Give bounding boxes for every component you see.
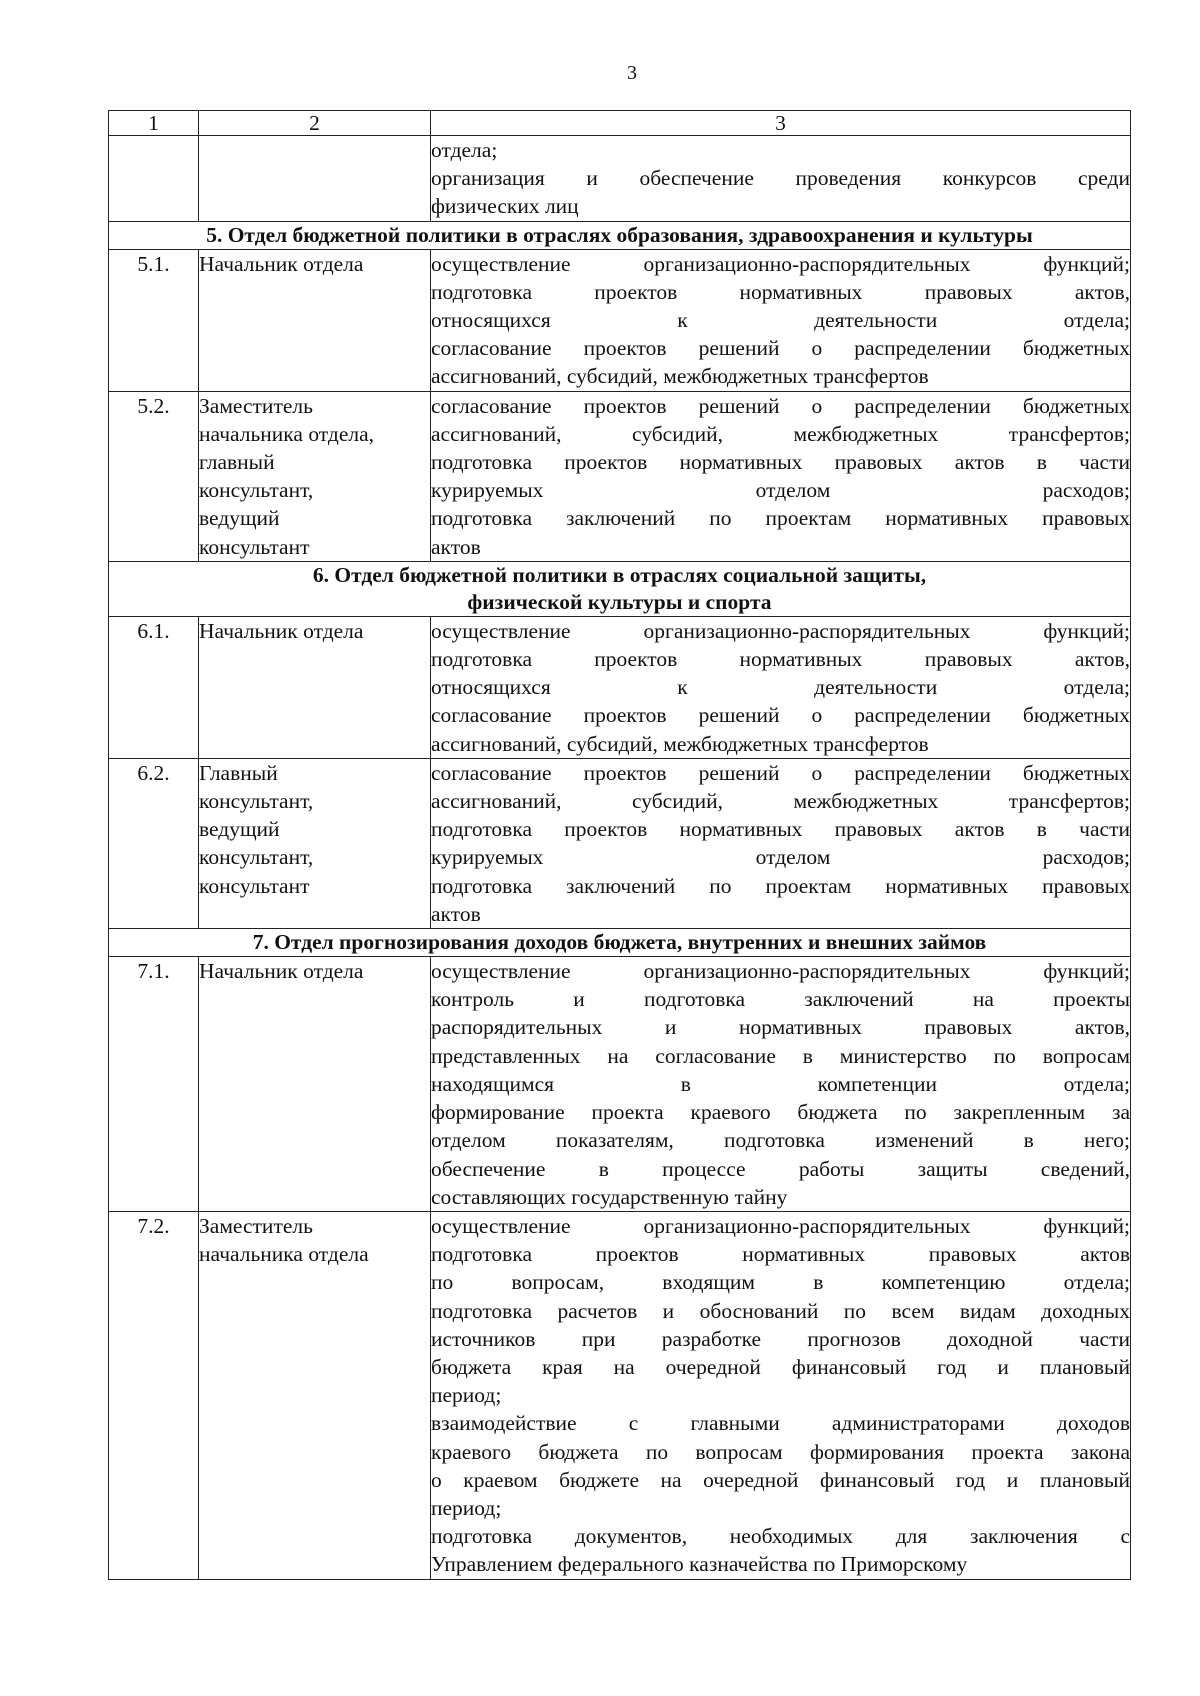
duty-line: распорядительных и нормативных правовых актов, — [431, 1015, 1130, 1040]
role-line: консультант, — [199, 789, 314, 814]
table-row — [109, 957, 1131, 1212]
row-number-cell: 7.2. — [109, 1211, 199, 1579]
duty-line: согласование проектов решений о распределении бюджетных — [431, 393, 1130, 418]
row-number-cell: 7.1. — [109, 957, 199, 1212]
duty-line: подготовка проектов нормативных правовых актов, — [431, 279, 1130, 304]
duty-line: период; — [431, 1495, 502, 1520]
section-title-line: 6. Отдел бюджетной политики в отраслях социальной защиты, — [312, 562, 927, 587]
section-title-line: 5. Отдел бюджетной политики в отраслях образования, здравоохранения и культуры — [206, 222, 1033, 247]
role-line: консультант, — [199, 478, 314, 503]
duty-line: согласование проектов решений о распределении бюджетных — [431, 703, 1130, 728]
duty-line: контроль и подготовка заключений на проекты — [431, 987, 1130, 1012]
section-title — [109, 929, 1131, 957]
duties-cell — [431, 957, 1131, 1212]
duty-line: подготовка проектов нормативных правовых актов в части — [431, 817, 1130, 842]
duty-line: обеспечение в процессе работы защиты сведений, — [431, 1156, 1130, 1181]
duty-line: согласование проектов решений о распределении бюджетных — [431, 760, 1130, 785]
functions-table-body — [109, 111, 1131, 1580]
duty-line: подготовка проектов нормативных правовых актов, — [431, 647, 1130, 672]
role-cell — [199, 758, 431, 928]
column-header-2: 2 — [199, 111, 431, 136]
duty-line: курируемых отделом расходов; — [431, 845, 1130, 870]
duty-line: актов — [431, 534, 481, 559]
section-title — [109, 221, 1131, 249]
duty-line: отделом показателям, подготовка изменений в него; — [431, 1128, 1130, 1153]
duty-line: ассигнований, субсидий, межбюджетных трансфертов; — [431, 421, 1130, 446]
section-header-row — [109, 561, 1131, 616]
duty-line: подготовка расчетов и обоснований по всем видам доходных — [431, 1298, 1130, 1323]
role-line: начальника отдела, — [199, 421, 375, 446]
column-header-3: 3 — [431, 111, 1131, 136]
role-line: консультант — [199, 534, 310, 559]
duty-line: краевого бюджета по вопросам формирования проекта закона — [431, 1439, 1130, 1464]
section-header-row — [109, 221, 1131, 249]
duty-line: относящихся к деятельности отдела; — [431, 308, 1130, 333]
role-line: Начальник отдела — [199, 251, 364, 276]
duty-line: находящимся в компетенции отдела; — [431, 1071, 1130, 1096]
duties-cell — [431, 391, 1131, 561]
duty-line: курируемых отделом расходов; — [431, 478, 1130, 503]
duty-line: Управлением федерального казначейства по Приморскому — [431, 1552, 968, 1577]
duty-line: ассигнований, субсидий, межбюджетных трансфертов — [431, 731, 929, 756]
duty-line: взаимодействие с главными администраторами доходов — [431, 1411, 1130, 1436]
table-header-row — [109, 111, 1131, 136]
duty-line: осуществление организационно-распорядительных функций; — [431, 959, 1130, 984]
duty-line: ассигнований, субсидий, межбюджетных трансфертов — [431, 364, 929, 389]
duty-line: по вопросам, входящим в компетенцию отдела; — [431, 1270, 1130, 1295]
table-row — [109, 391, 1131, 561]
duties-cell — [431, 1211, 1131, 1579]
role-line: консультант, — [199, 845, 314, 870]
row-number-cell: 6.1. — [109, 616, 199, 758]
duty-line: представленных на согласование в министерство по вопросам — [431, 1043, 1130, 1068]
duty-line: согласование проектов решений о распределении бюджетных — [431, 336, 1130, 361]
role-line: ведущий — [199, 506, 280, 531]
duty-line: осуществление организационно-распорядительных функций; — [431, 1213, 1130, 1238]
duty-line: организация и обеспечение проведения конкурсов среди — [431, 166, 1130, 191]
duties-cell — [431, 136, 1131, 222]
section-title — [109, 561, 1131, 616]
section-title-line: физической культуры и спорта — [467, 589, 772, 614]
duty-line: источников при разработке прогнозов доходной части — [431, 1326, 1130, 1351]
duty-line: подготовка заключений по проектам нормативных правовых — [431, 873, 1130, 898]
column-header-1: 1 — [109, 111, 199, 136]
role-cell — [199, 249, 431, 391]
role-line: Начальник отдела — [199, 618, 364, 643]
role-cell — [199, 616, 431, 758]
duty-line: подготовка проектов нормативных правовых актов в части — [431, 450, 1130, 475]
row-number-cell: 6.2. — [109, 758, 199, 928]
role-line: Заместитель — [199, 1213, 313, 1238]
role-cell — [199, 391, 431, 561]
row-number-cell — [109, 136, 199, 222]
section-title-line: 7. Отдел прогнозирования доходов бюджета, внутренних и внешних займов — [252, 930, 987, 955]
duty-line: осуществление организационно-распорядительных функций; — [431, 618, 1130, 643]
role-line: Главный — [199, 760, 278, 785]
duty-line: отдела; — [431, 138, 498, 162]
table-row — [109, 1211, 1131, 1579]
duty-line: подготовка документов, необходимых для заключения с — [431, 1524, 1130, 1549]
section-header-row — [109, 929, 1131, 957]
role-line: ведущий — [199, 817, 280, 842]
role-cell — [199, 957, 431, 1212]
duties-cell — [431, 249, 1131, 391]
duty-line: ассигнований, субсидий, межбюджетных трансфертов; — [431, 789, 1130, 814]
duties-cell — [431, 616, 1131, 758]
role-line: Заместитель — [199, 393, 313, 418]
duty-line: осуществление организационно-распорядительных функций; — [431, 251, 1130, 276]
row-number-cell: 5.2. — [109, 391, 199, 561]
table-row — [109, 136, 1131, 222]
table-row — [109, 249, 1131, 391]
duty-line: физических лиц — [431, 194, 579, 219]
role-cell — [199, 136, 431, 222]
role-line: главный — [199, 450, 275, 475]
duty-line: подготовка заключений по проектам нормативных правовых — [431, 506, 1130, 531]
duty-line: относящихся к деятельности отдела; — [431, 675, 1130, 700]
row-number-cell: 5.1. — [109, 249, 199, 391]
duty-line: формирование проекта краевого бюджета по закрепленным за — [431, 1100, 1130, 1125]
duty-line: составляющих государственную тайну — [431, 1184, 788, 1209]
duty-line: период; — [431, 1383, 502, 1408]
role-line: начальника отдела — [199, 1242, 369, 1267]
table-row — [109, 758, 1131, 928]
page-number: 3 — [627, 62, 637, 84]
duty-line: о краевом бюджете на очередной финансовый год и плановый — [431, 1467, 1130, 1492]
duty-line: актов — [431, 901, 481, 926]
role-line: консультант — [199, 873, 310, 898]
role-line: Начальник отдела — [199, 959, 364, 984]
role-cell — [199, 1211, 431, 1579]
duties-cell — [431, 758, 1131, 928]
duty-line: бюджета края на очередной финансовый год и плановый — [431, 1354, 1130, 1379]
functions-table — [108, 110, 1131, 1580]
table-row — [109, 616, 1131, 758]
duty-line: подготовка проектов нормативных правовых актов — [431, 1242, 1130, 1267]
